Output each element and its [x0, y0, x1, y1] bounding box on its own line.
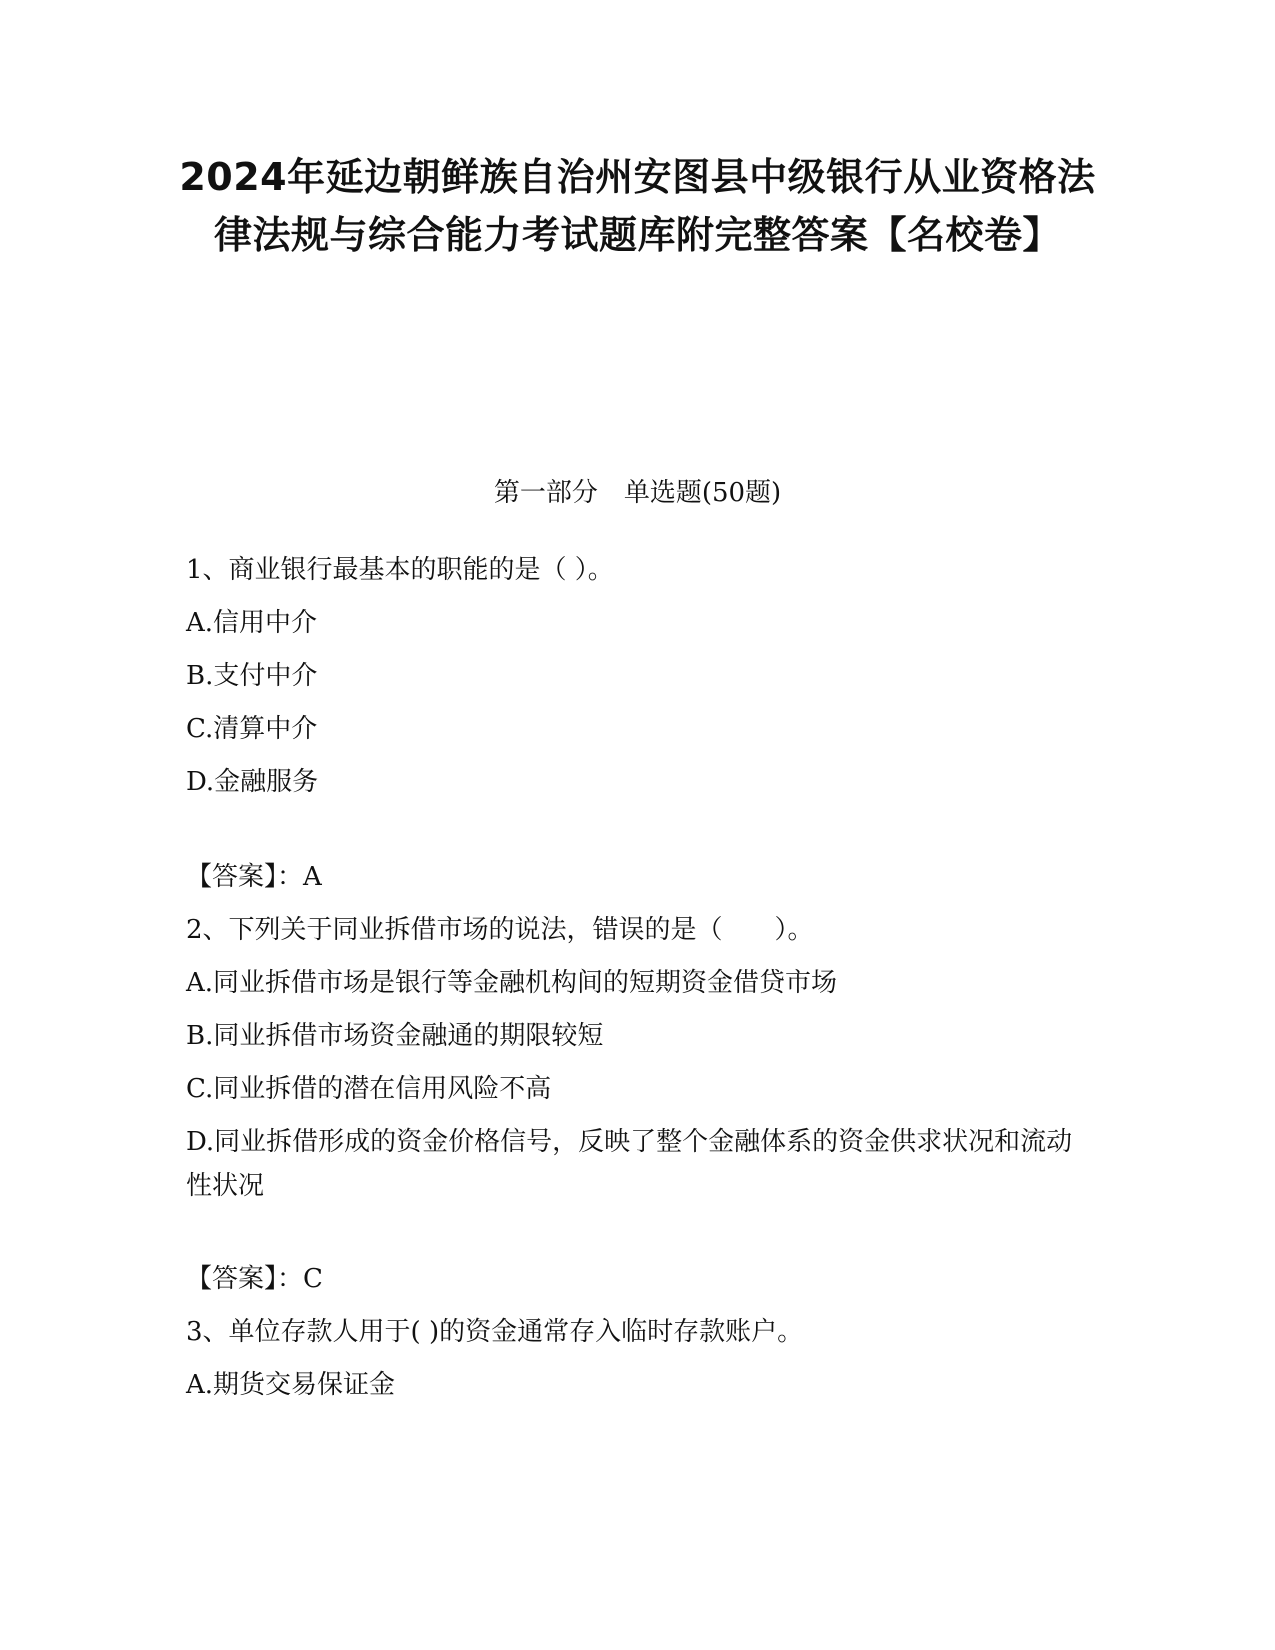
question-1-option-c: C.清算中介 [186, 714, 318, 744]
question-2-option-a: A.同业拆借市场是银行等金融机构间的短期资金借贷市场 [186, 968, 838, 998]
question-3-stem: 3、单位存款人用于( )的资金通常存入临时存款账户。 [186, 1317, 804, 1347]
question-2-stem: 2、下列关于同业拆借市场的说法，错误的是（ ）。 [186, 915, 814, 945]
question-1-option-d: D.金融服务 [186, 767, 319, 797]
question-1-option-a: A.信用中介 [186, 608, 318, 638]
question-3-option-a: A.期货交易保证金 [186, 1370, 396, 1400]
question-2-option-c: C.同业拆借的潜在信用风险不高 [186, 1074, 552, 1104]
question-2-answer: 【答案】：C [186, 1264, 323, 1294]
question-2-option-d: D.同业拆借形成的资金价格信号，反映了整个金融体系的资金供求状况和流动性状况 [186, 1127, 1073, 1201]
question-2-option-b: B.同业拆借市场资金融通的期限较短 [186, 1021, 604, 1051]
question-1-answer: 【答案】：A [186, 862, 322, 892]
document-title: 2024年延边朝鲜族自治州安图县中级银行从业资格法律法规与综合能力考试题库附完整答案【名校卷】 [179, 155, 1096, 257]
question-1-option-b: B.支付中介 [186, 661, 318, 691]
section-heading: 第一部分 单选题(50题) [493, 478, 782, 508]
question-1-stem: 1、商业银行最基本的职能的是（ ）。 [186, 555, 614, 585]
